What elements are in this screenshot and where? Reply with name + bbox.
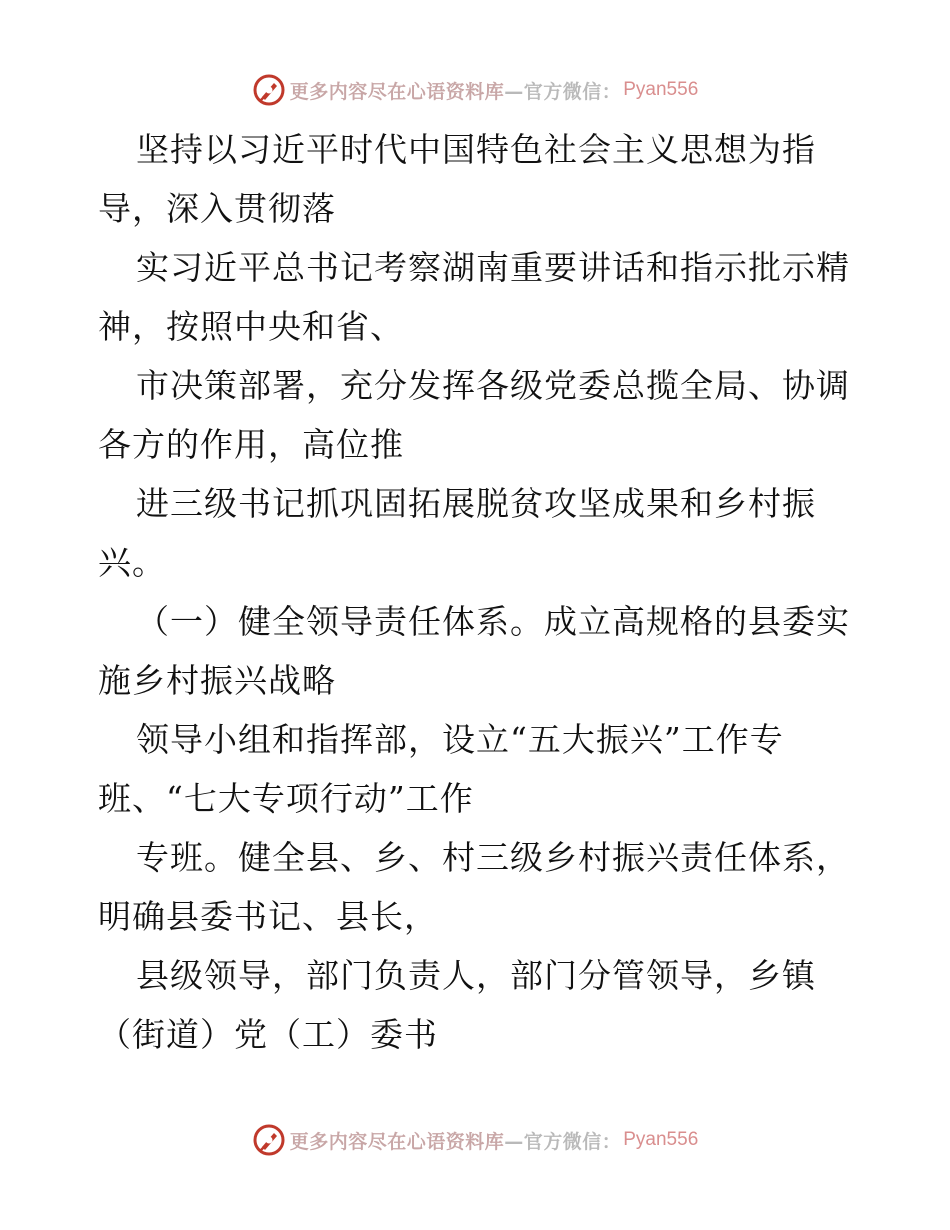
pen-logo-icon (252, 1123, 286, 1157)
document-body (98, 120, 858, 1064)
paragraph-line: 领导小组和指挥部，设立“五大振兴”工作专 (136, 720, 784, 759)
paragraph-line: （街道）党（工）委书 (98, 1015, 438, 1054)
paragraph-line: 县级领导，部门负责人，部门分管领导，乡镇 (136, 956, 816, 995)
paragraph (98, 592, 858, 710)
paragraph (98, 710, 858, 828)
paragraph-line: （一）健全领导责任体系。成立高规格的县委实 (136, 602, 850, 641)
paragraph-line: 明确县委书记、县长， (98, 897, 438, 936)
header-watermark (0, 70, 950, 110)
paragraph-line: 导，深入贯彻落 (98, 189, 336, 228)
paragraph (98, 828, 858, 946)
paragraph-line: 实习近平总书记考察湖南重要讲话和指示批示精 (136, 248, 850, 287)
footer-watermark (0, 1120, 950, 1160)
paragraph-line: 施乡村振兴战略 (98, 661, 336, 700)
paragraph (98, 120, 858, 238)
watermark-separator: —官方微信： (504, 1130, 622, 1153)
paragraph-line: 各方的作用，高位推 (98, 425, 404, 464)
watermark-account: Pyan556 (623, 79, 699, 100)
paragraph (98, 356, 858, 474)
paragraph-line: 专班。健全县、乡、村三级乡村振兴责任体系， (136, 838, 850, 877)
paragraph-line: 班、“七大专项行动”工作 (98, 779, 474, 818)
watermark-separator: —官方微信： (504, 80, 622, 103)
paragraph-line: 神，按照中央和省、 (98, 307, 404, 346)
watermark-text: 更多内容尽在心语资料库 (289, 80, 505, 103)
paragraph (98, 238, 858, 356)
paragraph-line: 市决策部署，充分发挥各级党委总揽全局、协调 (136, 366, 850, 405)
watermark-account: Pyan556 (623, 1129, 699, 1150)
paragraph-line: 坚持以习近平时代中国特色社会主义思想为指 (136, 130, 816, 169)
watermark-text: 更多内容尽在心语资料库 (289, 1130, 505, 1153)
pen-logo-icon (252, 73, 286, 107)
paragraph-line: 进三级书记抓巩固拓展脱贫攻坚成果和乡村振 (136, 484, 816, 523)
paragraph-line: 兴。 (98, 543, 166, 582)
paragraph (98, 946, 858, 1064)
paragraph (98, 474, 858, 592)
